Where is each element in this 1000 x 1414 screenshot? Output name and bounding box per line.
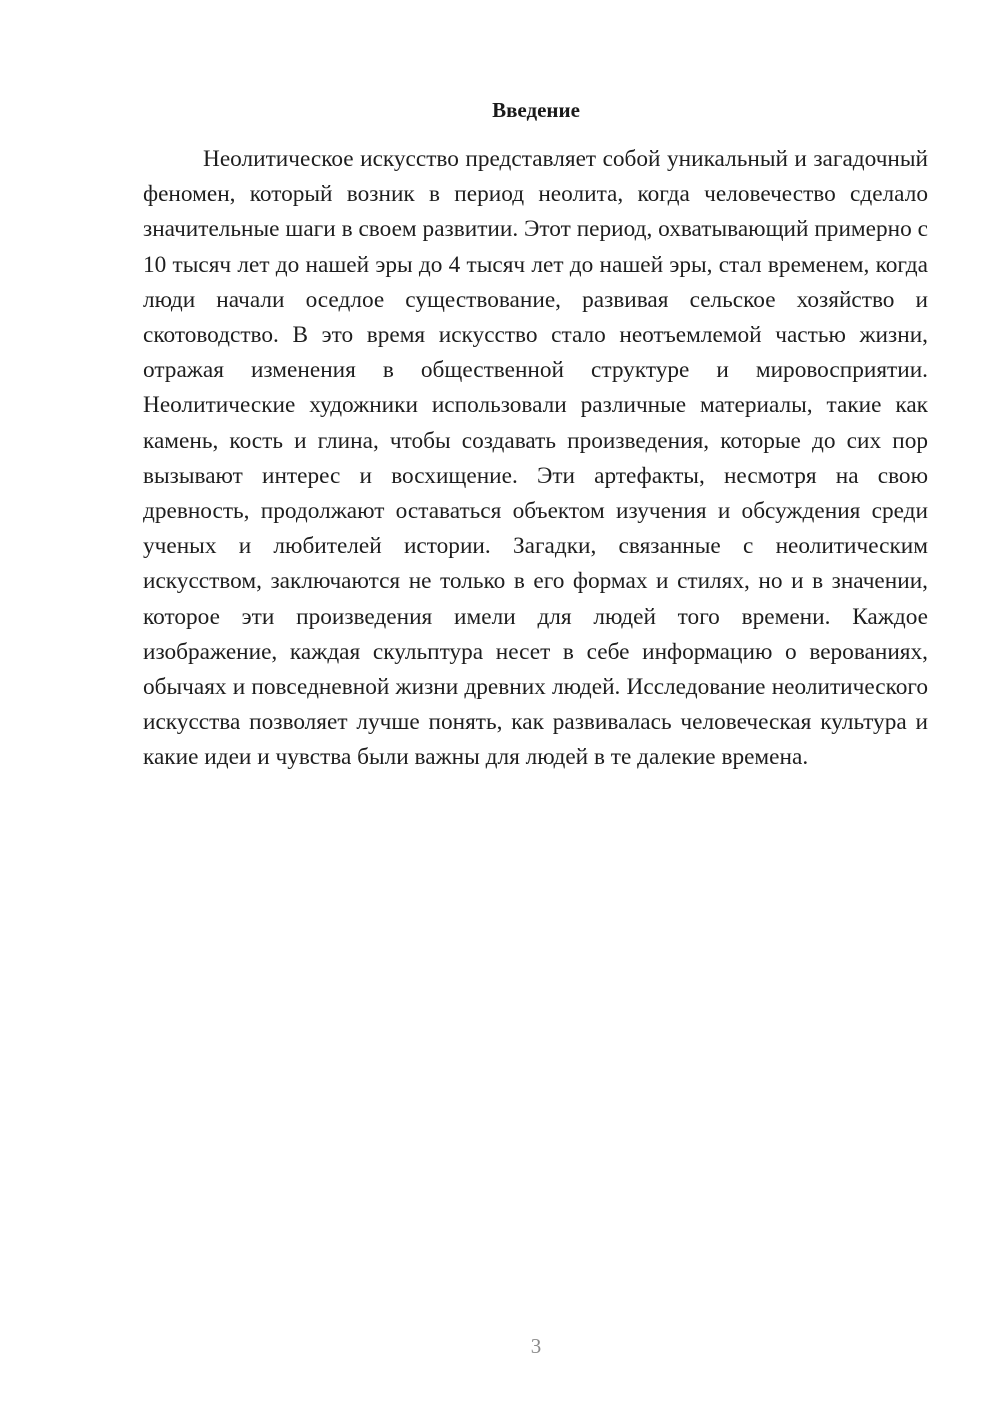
section-heading: Введение bbox=[492, 98, 580, 122]
page-number: 3 bbox=[530, 1334, 542, 1358]
body-paragraph: Неолитическое искусство представляет собой уникальный и загадочный феномен, который возник в период неолита, когда человечество сделало значительные шаги в своем развитии. Этот период, охватывающий примерно с 10 тысяч лет до нашей эры до 4 тысяч лет до нашей эры, стал временем, когда люди начали оседлое существование, развивая сельское хозяйство и скотоводство. В это время искусство стало неотъемлемой частью жизни, отражая изменения в общественной структуре и мировосприятии. Неолитические художники использовали различные материалы, такие как камень, кость и глина, чтобы создавать произведения, которые до сих пор вызывают интерес и восхищение. Эти артефакты, несмотря на свою древность, продолжают оставаться объектом изучения и обсуждения среди ученых и любителей истории. Загадки, связанные с неолитическим искусством, заключаются не только в его формах и стилях, но и в значении, которое эти произведения имели для людей того времени. Каждое изображение, каждая скульптура несет в себе информацию о верованиях, обычаях и повседневной жизни древних людей. Исследование неолитического искусства позволяет лучше понять, как развивалась человеческая культура и какие идеи и чувства были важны для людей в те далекие времена. bbox=[143, 146, 928, 771]
